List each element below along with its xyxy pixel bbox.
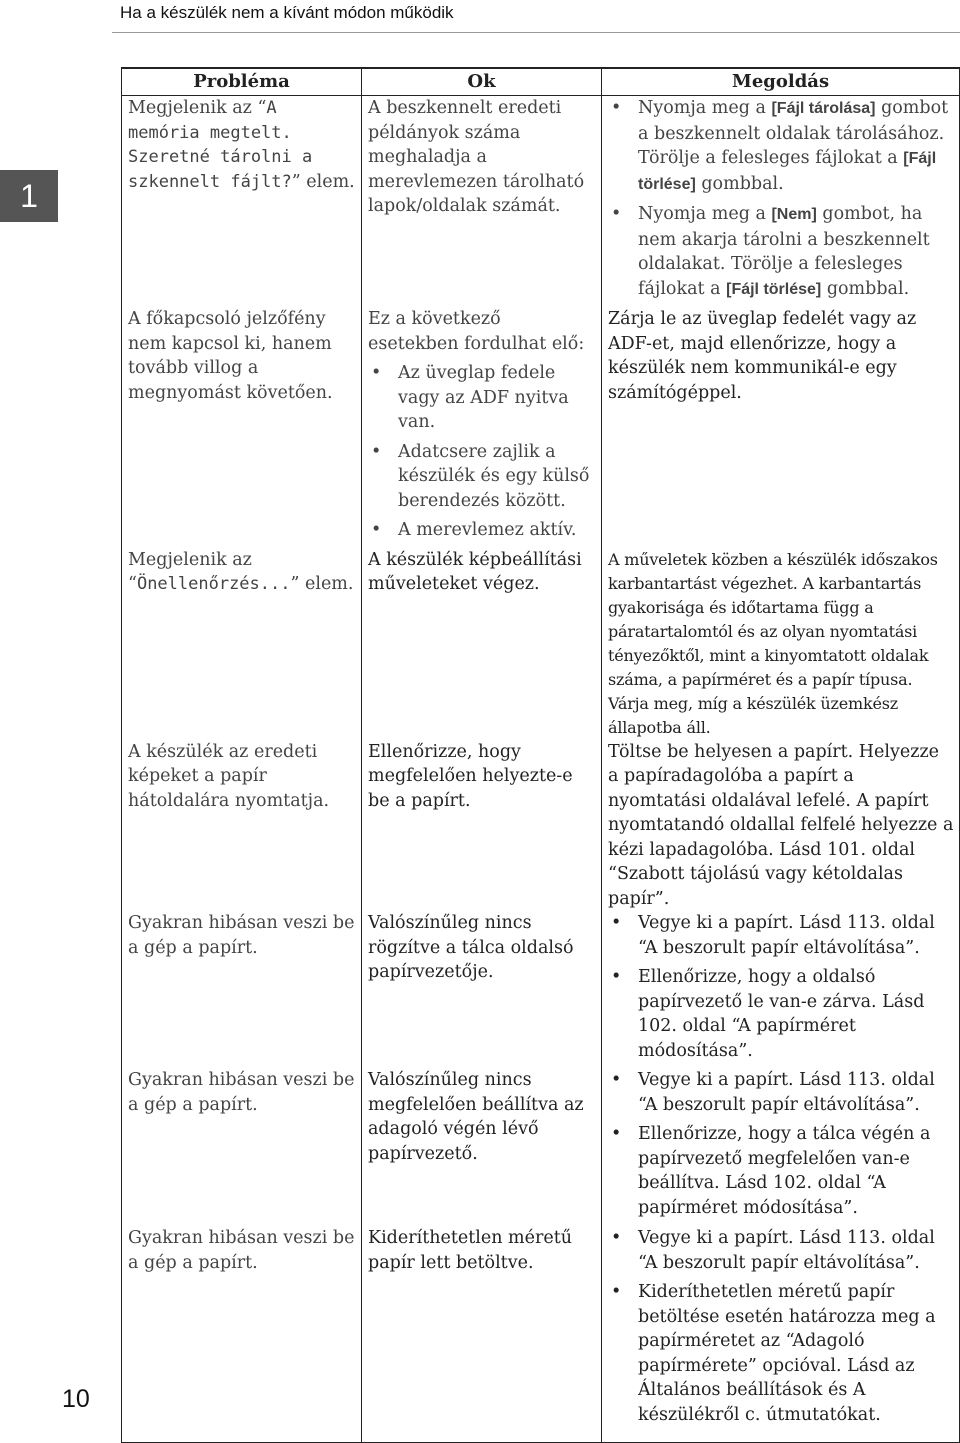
cause-cell: Valószínűleg nincs rögzítve a tálca oldalsó papírvezetője. (362, 911, 602, 1068)
column-header-solution: Megoldás (602, 68, 960, 96)
solution-list (608, 1226, 954, 1427)
cause-cell: Valószínűleg nincs megfelelően beállítva az adagoló végén lévő papírvezető. (362, 1068, 602, 1226)
problem-cell (122, 96, 362, 308)
key-label: [Fájl törlése] (638, 150, 937, 193)
problem-cell: Gyakran hibásan veszi be a gép a papírt. (122, 1226, 362, 1443)
table-row (122, 548, 960, 740)
list-item: • Kideríthetetlen méretű papír betöltése esetén határozza meg a papírméretet az “Adagoló papírmérete” opcióval. Lásd az Általános beállítások és A készülékről c. útmutatókat. (608, 1280, 954, 1427)
key-label: [Fájl tárolása] (771, 100, 876, 117)
table-row (122, 1068, 960, 1226)
problem-text: ” elem. (291, 171, 355, 192)
problem-text: Megjelenik az “ (128, 98, 267, 118)
table-row (122, 740, 960, 912)
table-row (122, 96, 960, 308)
cause-cell: A beszkennelt eredeti példányok száma meghaladja a merevlemezen tárolható lapok/oldalak számát. (362, 96, 602, 308)
solution-text: Nyomja meg a (638, 204, 772, 224)
list-item: • Vegye ki a papírt. Lásd 113. oldal “A beszorult papír eltávolítása”. (608, 1068, 954, 1117)
cause-cell: Kideríthetetlen méretű papír lett betöltve. (362, 1226, 602, 1443)
list-item: • Ellenőrizze, hogy a tálca végén a papírvezető megfelelően van-e beállítva. Lásd 102. oldal “A papírméret módosítása”. (608, 1122, 954, 1220)
list-item: • Az üveglap fedele vagy az ADF nyitva van. (368, 361, 596, 435)
solution-text: Nyomja meg a (638, 98, 772, 118)
cause-cell (362, 307, 602, 548)
solution-cell: Töltse be helyesen a papírt. Helyezze a papíradagolóba a papírt a nyomtatási oldalával lefelé. A papírt nyomtatandó oldallal felfelé helyezze a kézi lapadagolóba. Lásd 101. oldal “Szabott tájolású vagy kétoldalas papír”. (602, 740, 960, 912)
problem-cell (122, 548, 362, 740)
problem-text: Megjelenik az “ (128, 549, 252, 594)
solution-cell (602, 911, 960, 1068)
problem-cell: Gyakran hibásan veszi be a gép a papírt. (122, 1068, 362, 1226)
problem-text: ” elem. (290, 574, 354, 594)
key-label: [Nem] (771, 206, 817, 223)
solution-text: gombbal. (821, 278, 910, 299)
solution-text: gombot a beszkennelt oldalak tárolásához. Törölje a felesleges fájlokat a (638, 98, 949, 168)
list-item: • Adatcsere zajlik a készülék és egy külső berendezés között. (368, 440, 596, 514)
solution-cell: Zárja le az üveglap fedelét vagy az ADF-et, majd ellenőrizze, hogy a készülék nem kommunikál-e egy számítógéppel. (602, 307, 960, 548)
cause-intro: Ez a következő esetekben fordulhat elő: (368, 309, 585, 354)
header-divider (112, 32, 960, 33)
page-number: 10 (62, 1385, 90, 1413)
solution-cell (602, 96, 960, 308)
solution-text: gombot, ha nem akarja tárolni a beszkennelt oldalakat. Törölje a felesleges fájlokat a (638, 204, 930, 299)
page-header-title: Ha a készülék nem a kívánt módon működik (120, 3, 454, 22)
list-item: • Ellenőrizze, hogy a oldalsó papírvezető le van-e zárva. Lásd 102. oldal “A papírméret módosítása”. (608, 965, 954, 1063)
solution-cell: A műveletek közben a készülék időszakos karbantartást végezhet. A karbantartás gyakorisága és időtartama függ a páratartalomtól és az olyan nyomtatási tényezőktől, mint a kinyomtatott oldalak száma, a papírméret és a papír típusa. Várja meg, míg a készülék üzemkész állapotba áll. (602, 548, 960, 740)
list-item: • A merevlemez aktív. (368, 518, 596, 543)
solution-list (608, 1068, 954, 1220)
column-header-problem: Probléma (122, 68, 362, 96)
cause-cell: Ellenőrizze, hogy megfelelően helyezte-e be a papírt. (362, 740, 602, 912)
problem-cell: Gyakran hibásan veszi be a gép a papírt. (122, 911, 362, 1068)
solution-cell (602, 1068, 960, 1226)
problem-cell: A készülék az eredeti képeket a papír hátoldalára nyomtatja. (122, 740, 362, 912)
list-item (608, 202, 954, 302)
list-item (608, 96, 954, 197)
table-row (122, 1226, 960, 1443)
list-item: • Vegye ki a papírt. Lásd 113. oldal “A beszorult papír eltávolítása”. (608, 1226, 954, 1275)
table-header-row (122, 68, 960, 96)
table-row (122, 307, 960, 548)
solution-cell (602, 1226, 960, 1443)
cause-cell: A készülék képbeállítási műveleteket végez. (362, 548, 602, 740)
troubleshooting-table (121, 67, 960, 1443)
problem-cell: A főkapcsoló jelzőfény nem kapcsol ki, hanem tovább villog a megnyomást követően. (122, 307, 362, 548)
table-row (122, 911, 960, 1068)
column-header-cause: Ok (362, 68, 602, 96)
problem-message: Önellenőrzés... (136, 574, 291, 594)
solution-list (608, 96, 954, 302)
solution-text: gombbal. (695, 173, 784, 194)
solution-list (608, 911, 954, 1063)
cause-list (368, 361, 596, 543)
list-item: • Vegye ki a papírt. Lásd 113. oldal “A beszorult papír eltávolítása”. (608, 911, 954, 960)
chapter-tab: 1 (0, 170, 58, 222)
problem-message: A memória megtelt. Szeretné tárolni a szkennelt fájlt? (128, 98, 313, 192)
key-label: [Fájl törlése] (726, 280, 822, 298)
